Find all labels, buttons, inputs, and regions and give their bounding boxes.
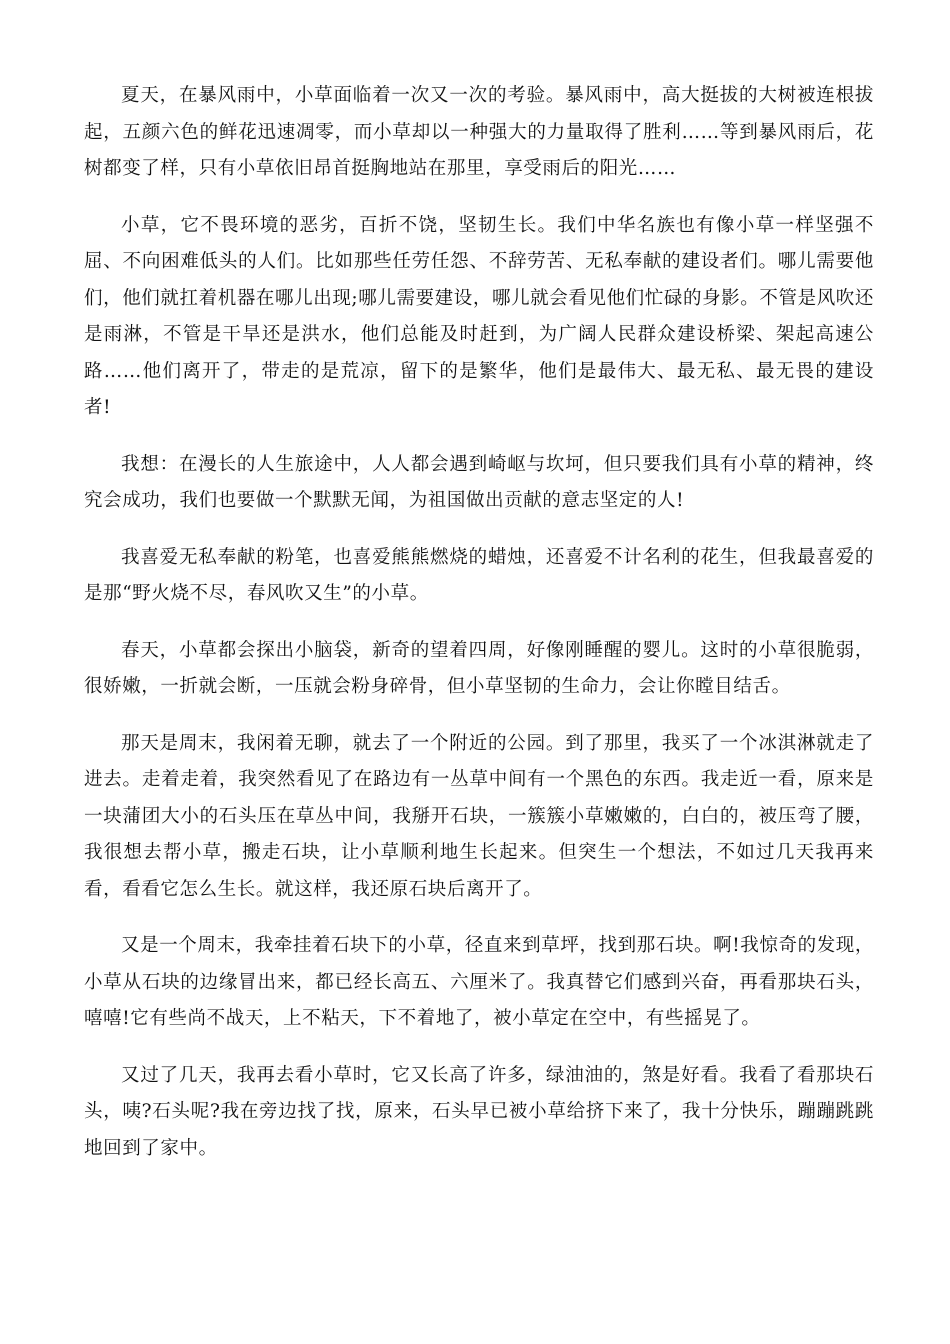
paragraph-builders: 小草，它不畏环境的恶劣，百折不饶，坚韧生长。我们中华名族也有像小草一样坚强不屈、不向困难低头的人们。比如那些任劳任怨、不辞劳苦、无私奉献的建设者们。哪儿需要他们，他们就扛着机器在哪儿出现;哪儿需要建设，哪儿就会看见他们忙碌的身影。不管是风吹还是雨淋，不管是干旱还是洪水，他们总能及时赶到，为广阔人民群众建设桥梁、架起高速公路……他们离开了，带走的是荒凉，留下的是繁华，他们是最伟大、最无私、最无畏的建设者! xyxy=(84,214,874,418)
paragraph-spring: 春天，小草都会探出小脑袋，新奇的望着四周，好像刚睡醒的婴儿。这时的小草很脆弱，很娇嫩，一折就会断，一压就会粉身碎骨，但小草坚韧的生命力，会让你瞠目结舌。 xyxy=(84,639,874,697)
paragraph-conclusion: 又过了几天，我再去看小草时，它又长高了许多，绿油油的，煞是好看。我看了看那块石头，咦?石头呢?我在旁边找了找，原来，石头早已被小草给挤下来了，我十分快乐，蹦蹦跳跳地回到了家中。 xyxy=(84,1064,874,1159)
paragraph-park-visit: 那天是周末，我闲着无聊，就去了一个附近的公园。到了那里，我买了一个冰淇淋就走了进去。走着走着，我突然看见了在路边有一丛草中间有一个黑色的东西。我走近一看，原来是一块蒲团大小的石头压在草丛中间，我掰开石块，一簇簇小草嫩嫩的，白白的，被压弯了腰，我很想去帮小草，搬走石块，让小草顺利地生长起来。但突生一个想法，不如过几天我再来看，看看它怎么生长。就这样，我还原石块后离开了。 xyxy=(84,732,874,900)
paragraph-summer-storm: 夏天，在暴风雨中，小草面临着一次又一次的考验。暴风雨中，高大挺拔的大树被连根拔起，五颜六色的鲜花迅速凋零，而小草却以一种强大的力量取得了胜利……等到暴风雨后，花树都变了样，只有小草依旧昂首挺胸地站在那里，享受雨后的阳光…… xyxy=(84,85,874,179)
paragraph-favorite: 我喜爱无私奉献的粉笔，也喜爱熊熊燃烧的蜡烛，还喜爱不计名利的花生，但我最喜爱的是那“野火烧不尽，春风吹又生”的小草。 xyxy=(84,546,874,604)
paragraph-return-visit: 又是一个周末，我牵挂着石块下的小草，径直来到草坪，找到那石块。啊!我惊奇的发现，小草从石块的边缘冒出来，都已经长高五、六厘米了。我真替它们感到兴奋，再看那块石头，嘻嘻!它有些尚不战天，上不粘天，下不着地了，被小草定在空中，有些摇晃了。 xyxy=(84,935,874,1029)
paragraph-reflection: 我想：在漫长的人生旅途中，人人都会遇到崎岖与坎坷，但只要我们具有小草的精神，终究会成功，我们也要做一个默默无闻，为祖国做出贡献的意志坚定的人! xyxy=(84,453,874,511)
document-page xyxy=(84,78,874,1187)
